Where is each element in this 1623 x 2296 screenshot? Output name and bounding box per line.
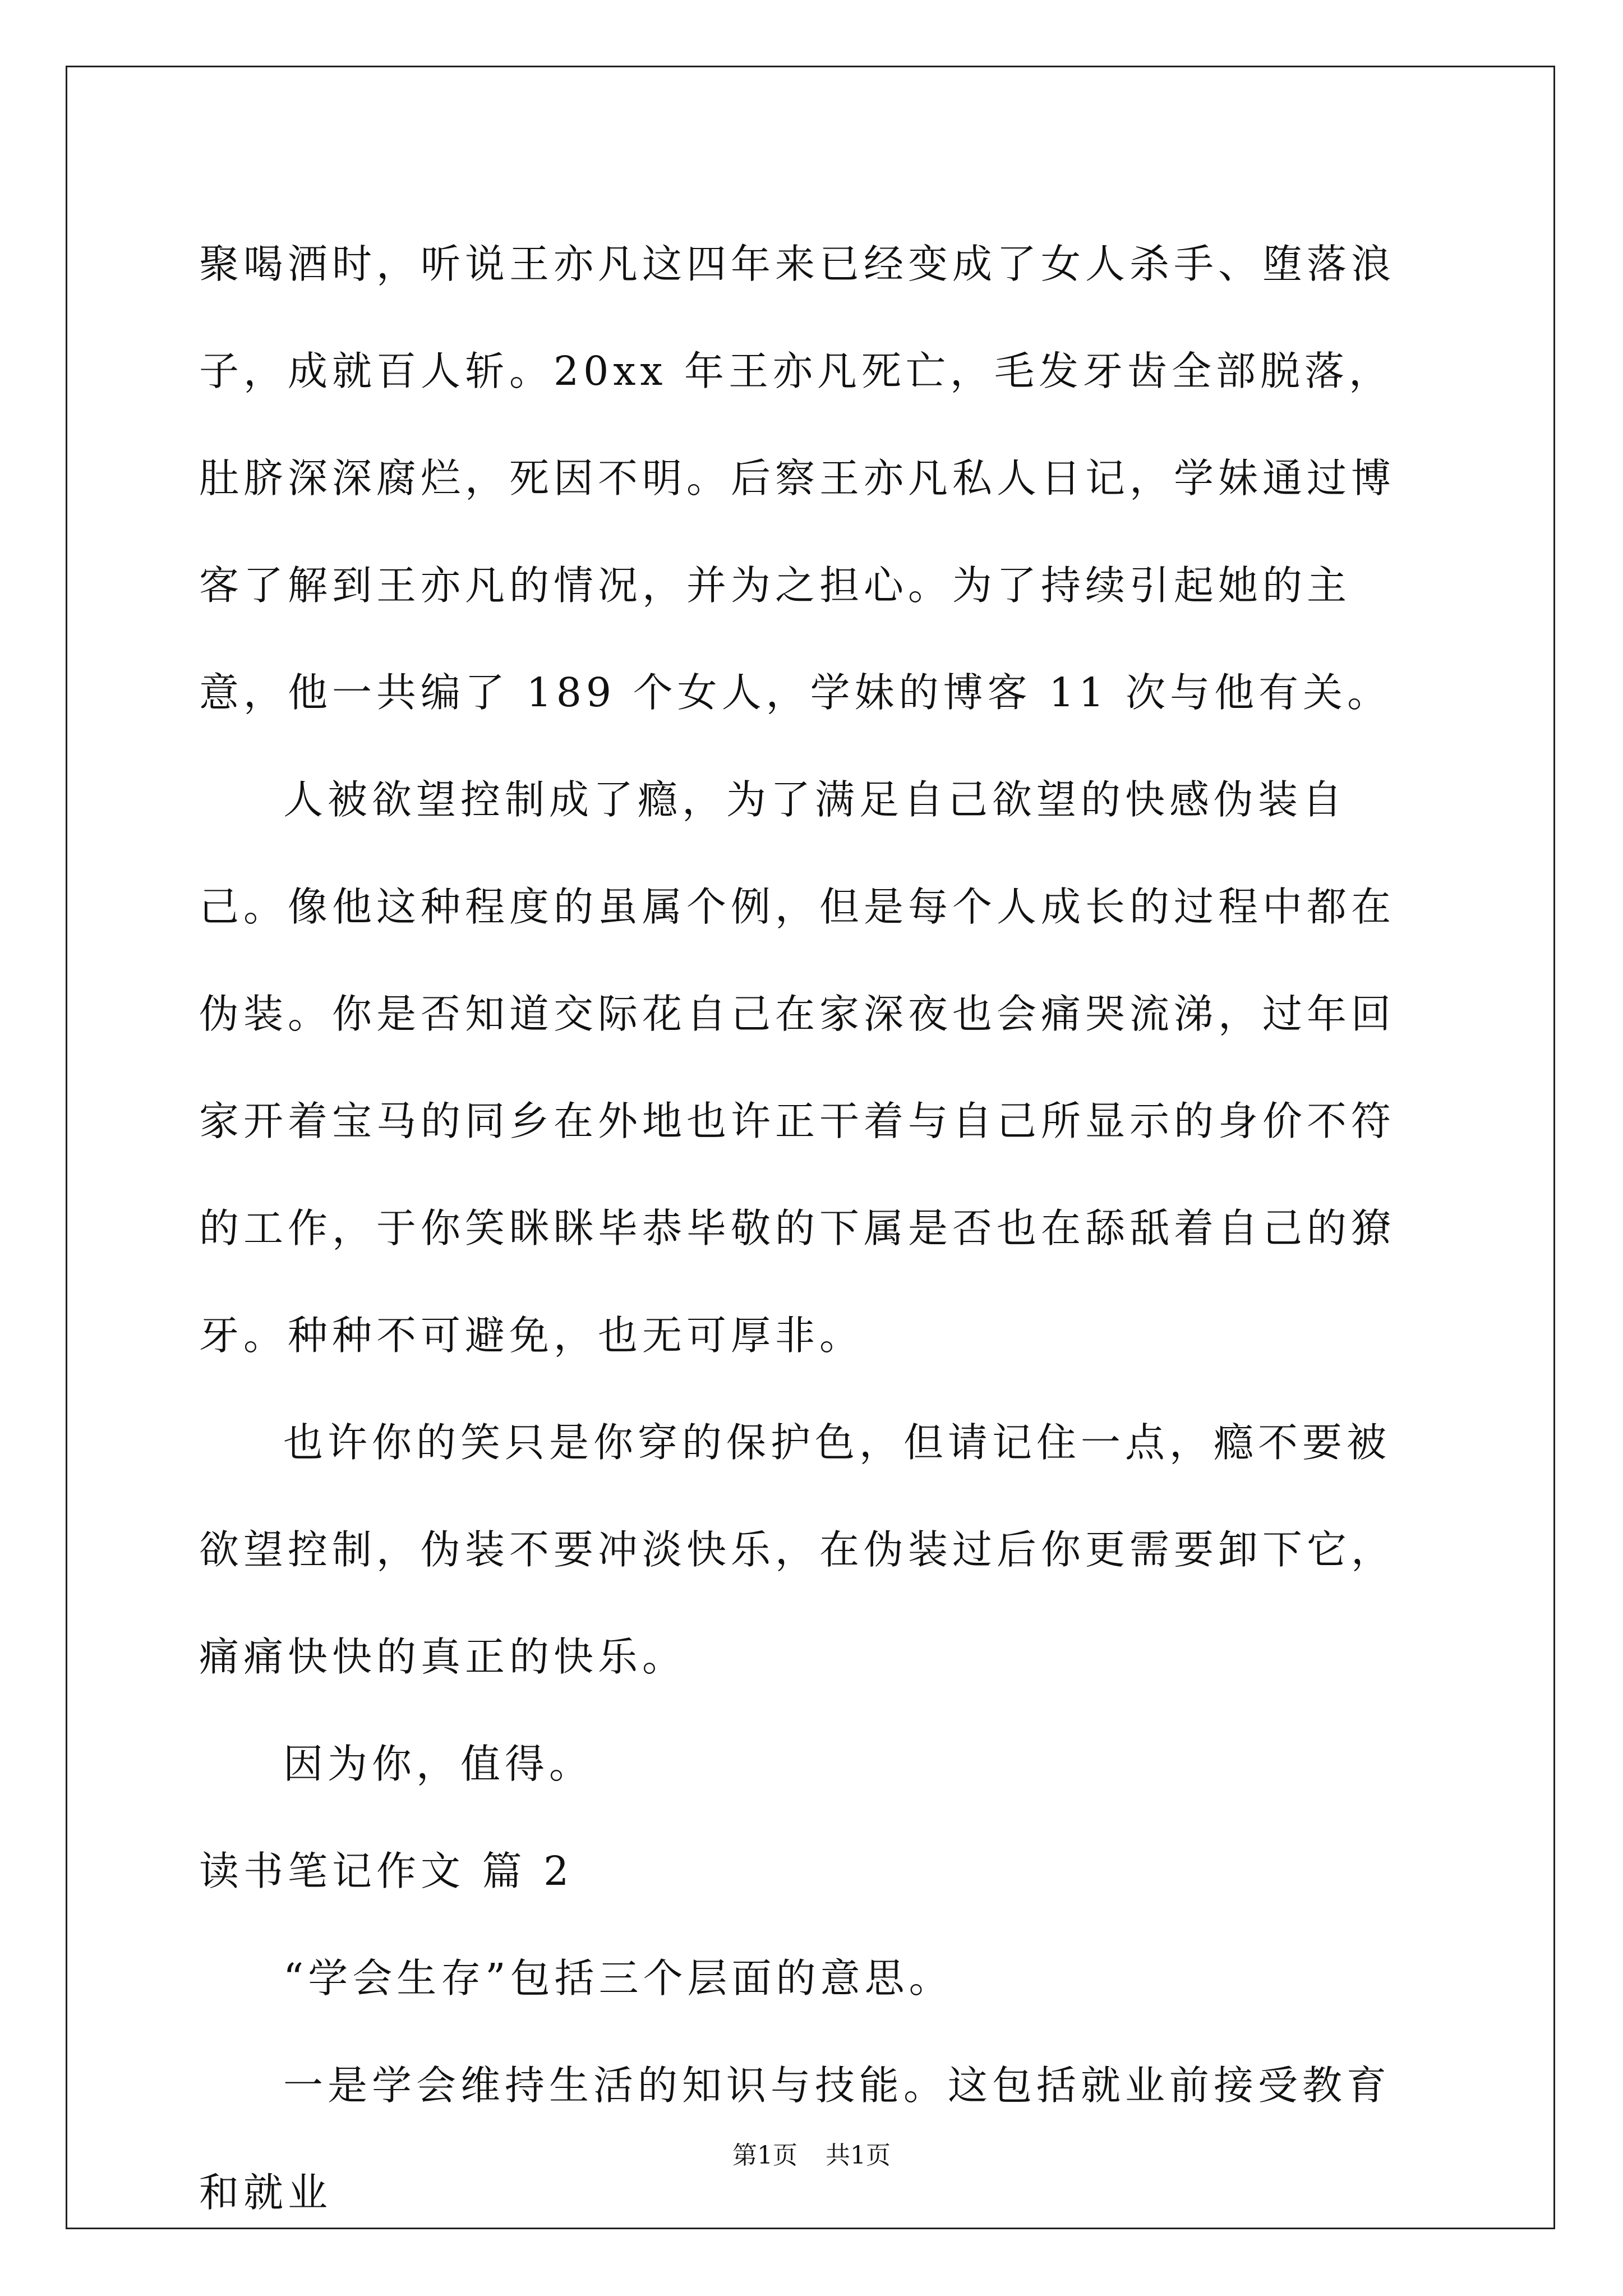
paragraph-continuation: 聚喝酒时，听说王亦凡这四年来已经变成了女人杀手、堕落浪子，成就百人斩。20xx 年王亦凡死亡，毛发牙齿全部脱落，肚脐深深腐烂，死因不明。后察王亦凡私人日记，学妹通过博客了解到王亦凡的情况，并为之担心。为了持续引起她的主意，他一共编了 189 个女人，学妹的博客 11 次与他有关。 [199,241,1396,716]
section-heading: 读书笔记作文 篇 2 [199,1848,574,1894]
total-pages-label: 共1页 [826,2141,891,2170]
paragraph: 也许你的笑只是你穿的保护色，但请记住一点，瘾不要被欲望控制，伪装不要冲淡快乐，在伪装过后你更需要卸下它，痛痛快快的真正的快乐。 [199,1419,1396,1680]
document-body [199,210,1430,2246]
paragraph: 因为你，值得。 [283,1741,594,1787]
paragraph: 一是学会维持生活的知识与技能。这包括就业前接受教育和就业 [199,2062,1391,2216]
paragraph: “学会生存”包括三个层面的意思。 [283,1955,953,2001]
page-footer [0,2135,1623,2171]
current-page-label: 第1页 [732,2141,797,2170]
paragraph: 人被欲望控制成了瘾，为了满足自己欲望的快感伪装自己。像他这种程度的虽属个例，但是每个人成长的过程中都在伪装。你是否知道交际花自己在家深夜也会痛哭流涕，过年回家开着宝马的同乡在外地也许正干着与自己所显示的身价不符的工作，于你笑眯眯毕恭毕敬的下属是否也在舔舐着自己的獠牙。种种不可避免，也无可厚非。 [199,776,1396,1359]
